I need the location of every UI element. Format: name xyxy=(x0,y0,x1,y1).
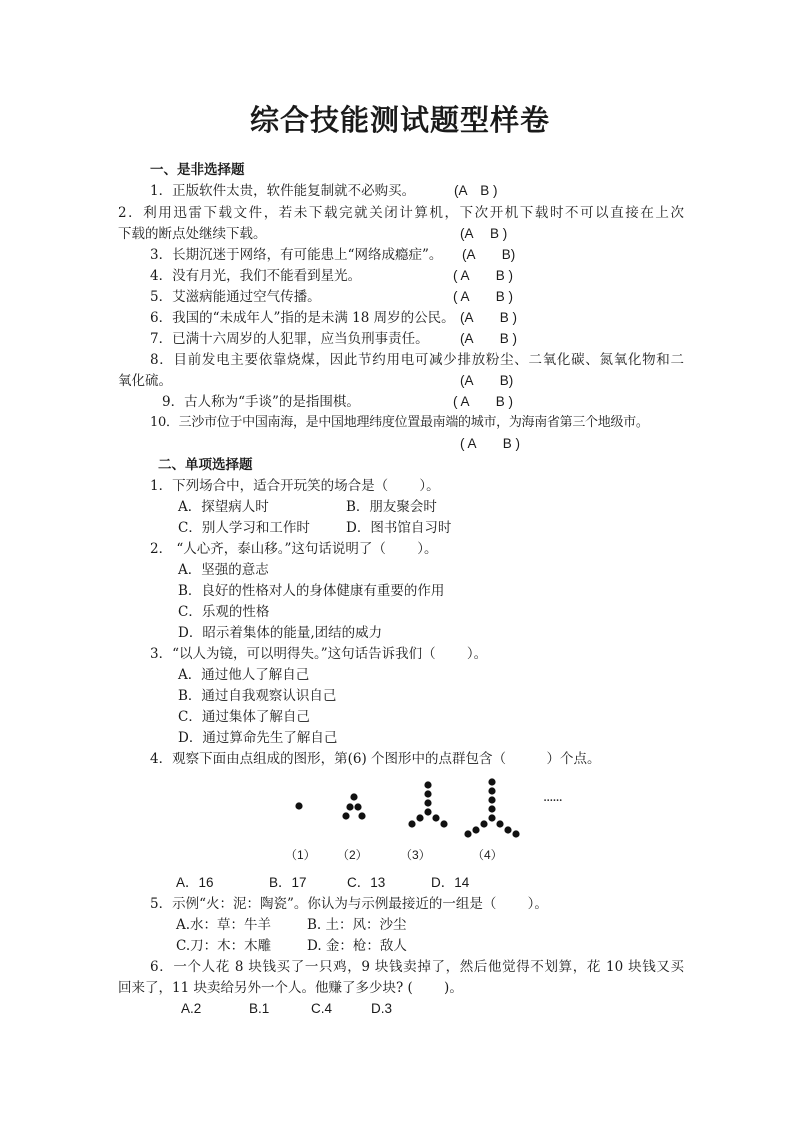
figure-label-2: （2） xyxy=(337,848,368,862)
figure-2-dots xyxy=(342,793,365,819)
continuation-dots: ...... xyxy=(543,790,562,805)
mc-q6-option-a: A.2 xyxy=(181,1001,202,1016)
tf-answer-5: ( A B ) xyxy=(453,289,514,304)
mc-q3-option-c: C．通过集体了解自己 xyxy=(178,709,310,725)
mc-question-4: 4．观察下面由点组成的图形，第(6) 个图形中的点群包含（ ）个点。 xyxy=(150,751,601,767)
mc-q2-option-b: B．良好的性格对人的身体健康有重要的作用 xyxy=(178,583,445,599)
tf-question-6: 6．我国的“未成年人”指的是未满 18 周岁的公民。 xyxy=(150,310,455,326)
mc-q4-option-d: D．14 xyxy=(431,875,470,890)
mc-q5-option-b: B. 土：风：沙尘 xyxy=(307,917,407,933)
tf-answer-2: (A B ) xyxy=(460,226,508,241)
mc-q3-option-d: D．通过算命先生了解自己 xyxy=(178,730,338,746)
figure-4-dots xyxy=(464,778,519,837)
figure-label-1: （1） xyxy=(285,848,316,862)
mc-q1-option-a: A．探望病人时 xyxy=(178,499,269,515)
tf-answer-4: ( A B ) xyxy=(453,268,514,283)
mc-q1-option-c: C．别人学习和工作时 xyxy=(178,520,310,536)
figure-3-dots xyxy=(408,781,447,827)
tf-answer-6: (A B ) xyxy=(460,310,518,325)
tf-question-8-line-2: 氧化硫。 xyxy=(118,373,172,389)
mc-question-1: 1．下列场合中，适合开玩笑的场合是（ ）。 xyxy=(150,478,440,494)
mc-question-5: 5．示例“火：泥：陶瓷”。你认为与示例最接近的一组是（ ）。 xyxy=(150,896,548,912)
tf-question-7: 7．已满十六周岁的人犯罪，应当负刑事责任。 xyxy=(150,331,429,347)
tf-answer-10: ( A B ) xyxy=(460,436,521,451)
tf-question-4: 4．没有月光，我们不能看到星光。 xyxy=(150,268,362,284)
mc-q5-option-d: D. 金：枪：敌人 xyxy=(307,938,407,954)
mc-q2-option-c: C．乐观的性格 xyxy=(178,604,270,620)
figure-1-dot xyxy=(295,802,302,809)
tf-answer-1: (A B ) xyxy=(454,183,498,198)
mc-q3-option-a: A．通过他人了解自己 xyxy=(178,667,310,683)
mc-q2-option-a: A．坚强的意志 xyxy=(178,562,269,578)
section-heading-true-false: 一、是非选择题 xyxy=(150,162,245,178)
mc-question-6-line-2: 回来了，11 块卖给另外一个人。他赚了多少块? ( )。 xyxy=(118,980,463,996)
tf-question-2-line-1: 2．利用迅雷下载文件，若未下载完就关闭计算机，下次开机下载时不可以直接在上次 xyxy=(118,205,684,221)
mc-question-3: 3．“以人为镜，可以明得失。”这句话告诉我们（ ）。 xyxy=(150,646,488,662)
mc-q6-option-c: C.4 xyxy=(311,1001,333,1016)
tf-question-10: 10．三沙市位于中国南海，是中国地理纬度位置最南端的城市，为海南省第三个地级市。 xyxy=(150,415,649,430)
tf-answer-9: ( A B ) xyxy=(453,394,514,409)
tf-question-5: 5．艾滋病能通过空气传播。 xyxy=(150,289,321,305)
tf-question-3: 3．长期沉迷于网络，有可能患上“网络成瘾症”。 xyxy=(150,247,443,263)
tf-question-8-line-1: 8．目前发电主要依靠烧煤，因此节约用电可减少排放粉尘、二氧化碳、氮氧化物和二 xyxy=(150,352,684,368)
mc-q1-option-b: B．朋友聚会时 xyxy=(346,499,437,515)
figure-label-3: （3） xyxy=(400,848,431,862)
tf-answer-8: (A B) xyxy=(460,373,514,388)
mc-question-2: 2． “人心齐，泰山移。”这句话说明了（ ）。 xyxy=(150,541,438,557)
tf-answer-7: (A B ) xyxy=(460,331,518,346)
mc-q4-option-c: C．13 xyxy=(347,875,386,890)
mc-q2-option-d: D．昭示着集体的能量,团结的威力 xyxy=(178,625,383,641)
section-heading-single-choice: 二、单项选择题 xyxy=(158,457,253,473)
mc-q5-option-c: C.刀：木：木雕 xyxy=(176,938,272,954)
mc-q6-option-d: D.3 xyxy=(371,1001,393,1016)
mc-q4-option-a: A．16 xyxy=(176,875,214,890)
mc-q6-option-b: B.1 xyxy=(249,1001,270,1016)
mc-q3-option-b: B．通过自我观察认识自己 xyxy=(178,688,337,704)
tf-answer-3: (A B) xyxy=(462,247,516,262)
mc-q5-option-a: A.水：草：牛羊 xyxy=(176,917,272,933)
page-title: 综合技能测试题型样卷 xyxy=(249,103,550,137)
mc-q1-option-d: D．图书馆自习时 xyxy=(346,520,452,536)
mc-q4-option-b: B．17 xyxy=(269,875,307,890)
mc-question-6-line-1: 6．一个人花 8 块钱买了一只鸡，9 块钱卖掉了，然后他觉得不划算，花 10 块钱又买 xyxy=(150,959,684,975)
tf-question-9: 9．古人称为“手谈”的是指围棋。 xyxy=(162,394,360,410)
figure-label-4: （4） xyxy=(472,848,503,862)
tf-question-2-line-2: 下载的断点处继续下载。 xyxy=(118,226,267,242)
tf-question-1: 1．正版软件太贵，软件能复制就不必购买。 xyxy=(150,183,416,199)
